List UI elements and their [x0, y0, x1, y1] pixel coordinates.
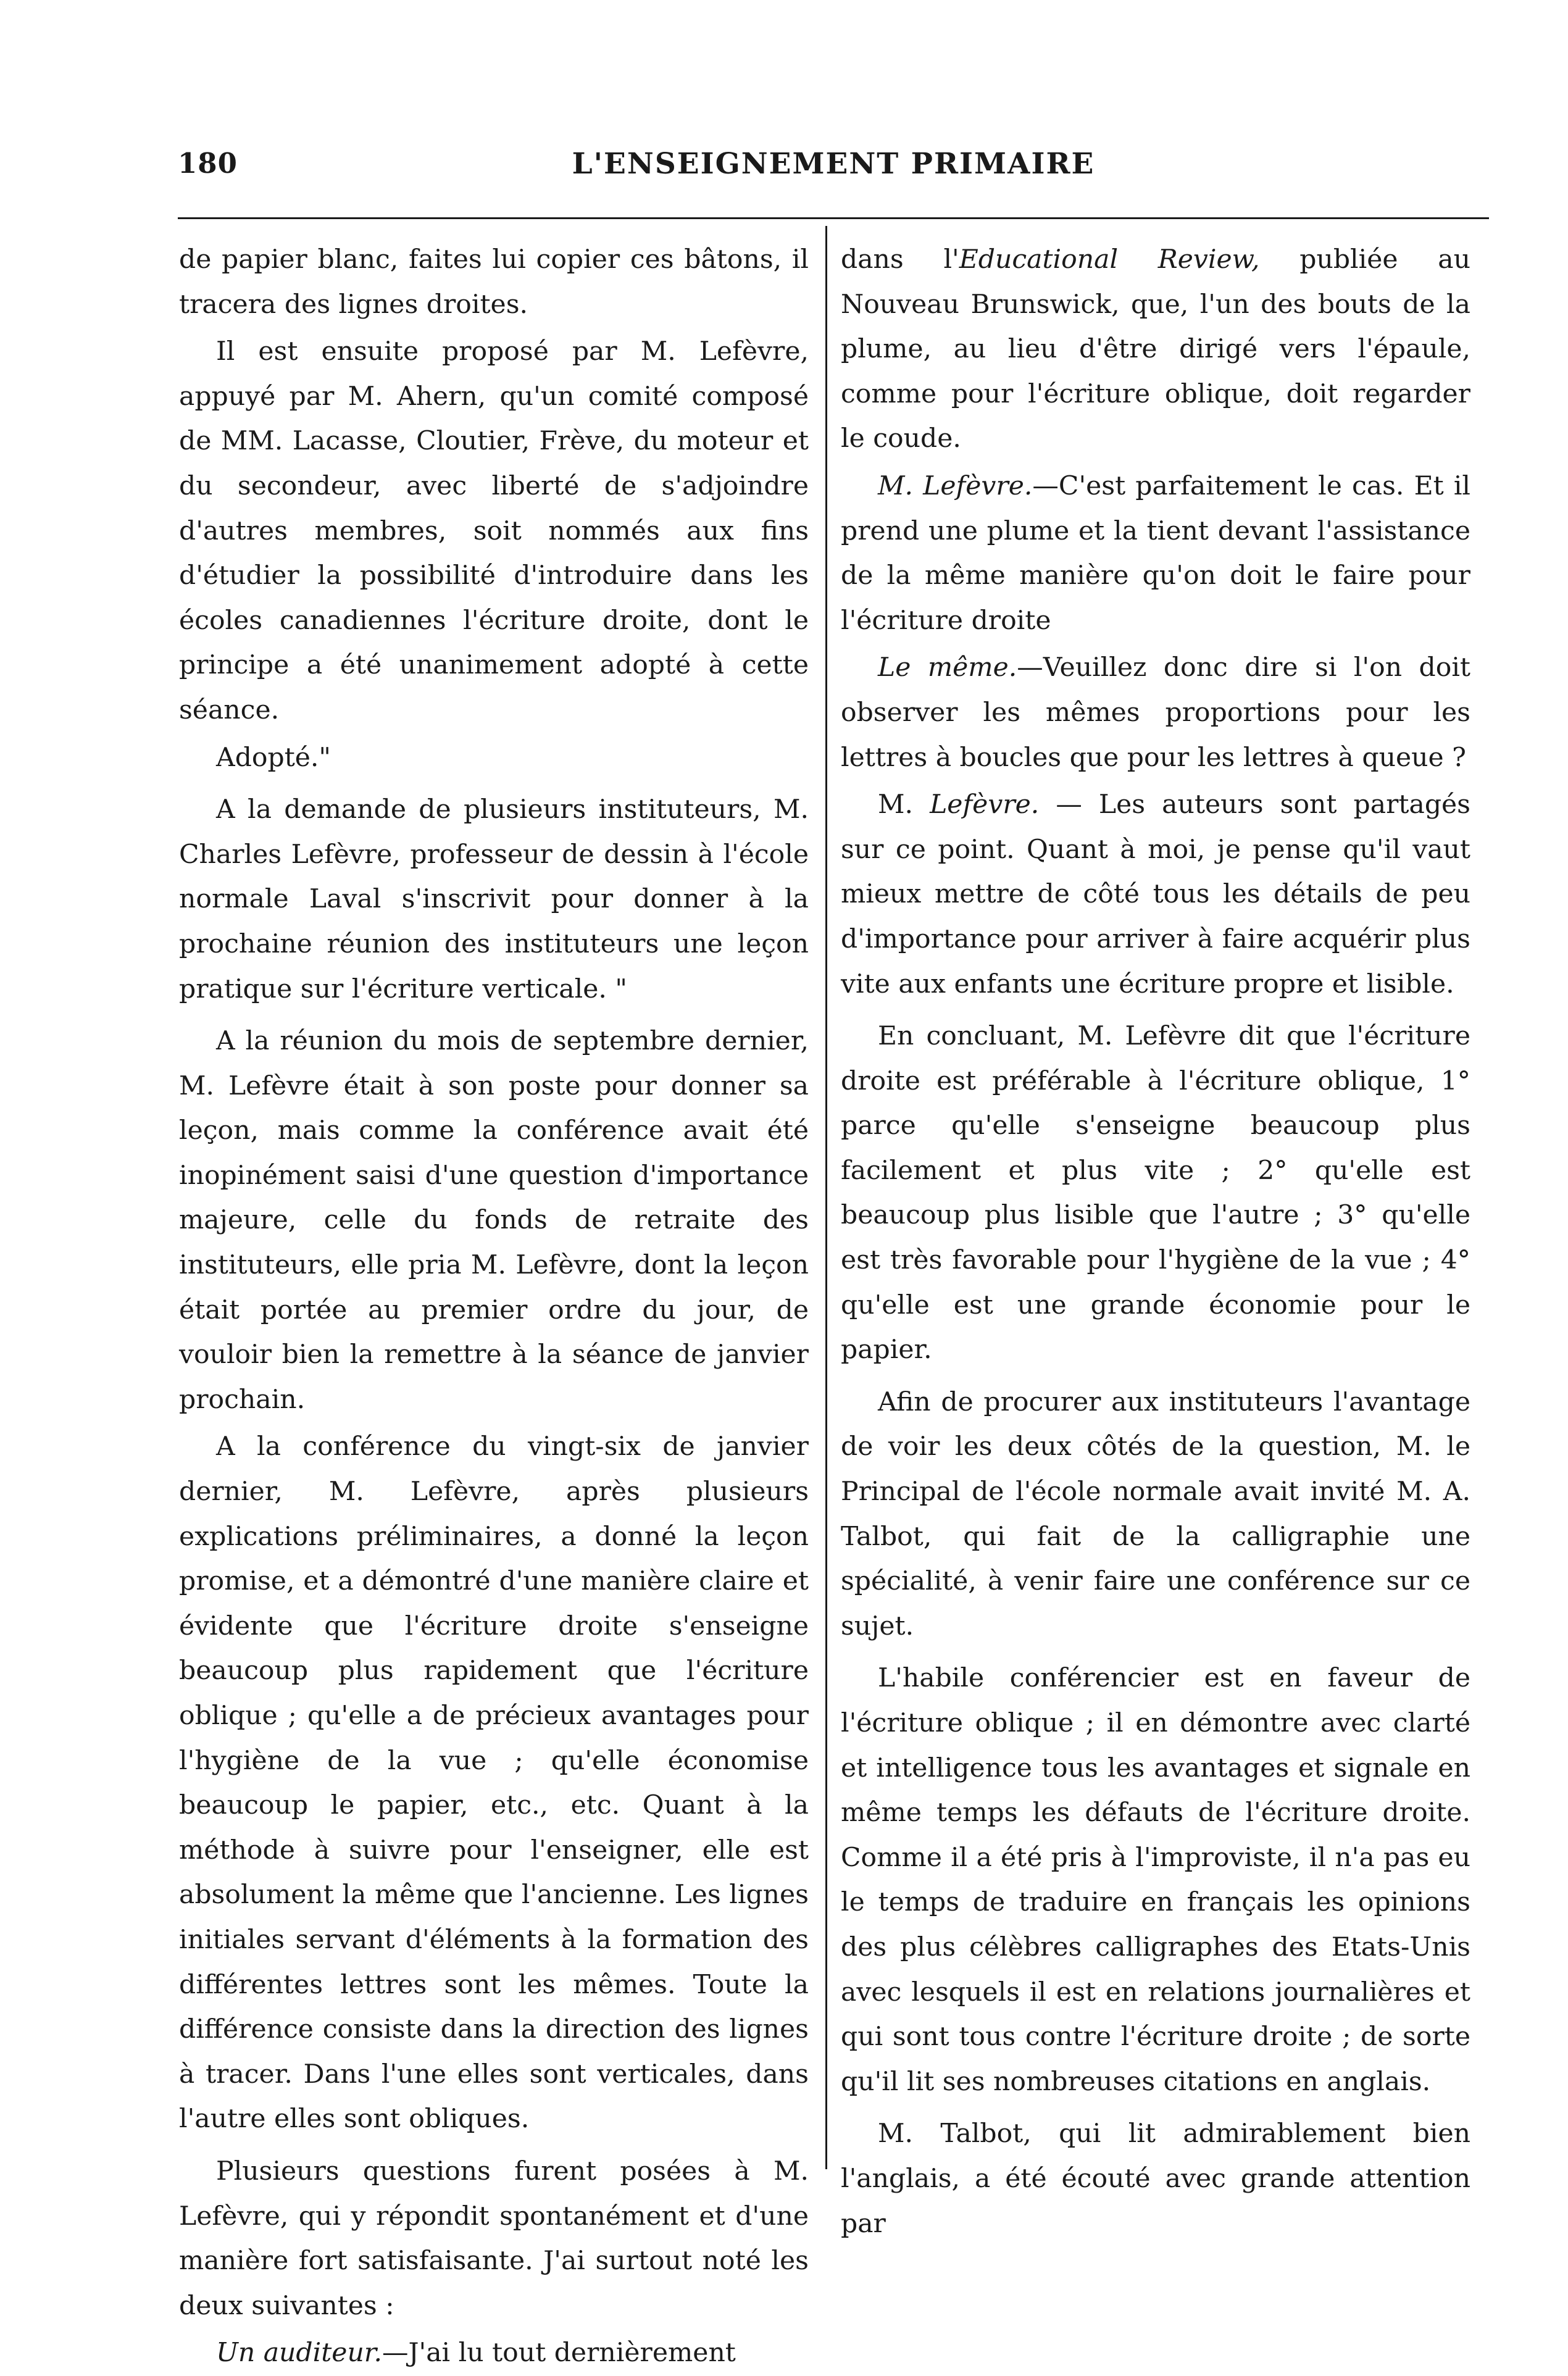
dialogue-paragraph	[841, 464, 1470, 643]
dialogue-text: — Les auteurs sont partagés sur ce point. Quant à moi, je pense qu'il vaut mieux mettre de côté tous les détails de peu d'importance pour arriver à faire acquérir plus vite aux enfants une écriture propre et lisible.	[841, 790, 1470, 999]
paragraph: A la demande de plusieurs instituteurs, M. Charles Lefèvre, professeur de dessin à l'école normale Laval s'inscrivit pour donner à la prochaine réunion des instituteurs une leçon pratique sur l'écriture verticale. "	[179, 794, 809, 1004]
page-number: 180	[178, 147, 238, 180]
dialogue-paragraph	[841, 783, 1470, 1007]
running-title: L'ENSEIGNEMENT PRIMAIRE	[572, 147, 1095, 181]
dialogue-paragraph	[841, 646, 1470, 780]
dialogue-text: —J'ai lu tout dernièrement	[382, 2338, 736, 2369]
page-header	[178, 147, 1489, 190]
paragraph: A la réunion du mois de septembre dernier, M. Lefèvre était à son poste pour donner sa leçon, mais comme la conférence avait été inopinément saisi d'une question d'importance majeure, celle du fonds de retraite des instituteurs, elle pria M. Lefèvre, dont la leçon était portée au premier ordre du jour, de vouloir bien la remettre à la séance de janvier prochain.	[179, 1026, 809, 1415]
journal-title: Educational Review,	[959, 244, 1260, 275]
paragraph-text: dans l'	[841, 244, 959, 275]
dialogue-paragraph	[179, 2331, 809, 2376]
paragraph: Plusieurs questions furent posées à M. Lefèvre, qui y répondit spontanément et d'une manière fort satisfaisante. J'ai surtout noté les deux suivantes :	[179, 2156, 809, 2321]
header-rule	[178, 217, 1489, 219]
paragraph: Afin de procurer aux instituteurs l'avantage de voir les deux côtés de la question, M. le Principal de l'école normale avait invité M. A. Talbot, qui fait de la calligraphie une spécialité, à venir faire une conférence sur ce sujet.	[841, 1386, 1470, 1641]
paragraph: de papier blanc, faites lui copier ces bâtons, il tracera des lignes droites.	[179, 244, 809, 320]
paragraph: L'habile conférencier est en faveur de l'écriture oblique ; il en démontre avec clarté et intelligence tous les avantages et signale en même temps les défauts de l'écriture droite. Comme il a été pris à l'improviste, il n'a pas eu le temps de traduire en français les opinions des plus célèbres calligraphes des Etats-Unis avec lesquels il est en relations journalières et qui sont tous contre l'écriture droite ; de sorte qu'il lit ses nombreuses citations en anglais.	[841, 1663, 1470, 2097]
paragraph: M. Talbot, qui lit admirablement bien l'anglais, a été écouté avec grande attention par	[841, 2119, 1470, 2239]
speaker-name: Lefèvre.	[930, 790, 1040, 820]
speaker-prefix: M.	[878, 790, 930, 820]
speaker-name: Un auditeur.	[216, 2338, 382, 2369]
dialogue-text: —Veuillez donc dire si l'on doit observer les mêmes proportions pour les lettres à boucles que pour les lettres à queue ?	[841, 652, 1470, 773]
paragraph-text: publiée au Nouveau Brunswick, que, l'un des bouts de la plume, au lieu d'être dirigé vers l'épaule, comme pour l'écriture oblique, doit regarder le coude.	[841, 244, 1470, 454]
left-column	[179, 238, 809, 2376]
speaker-name: M. Lefèvre.	[878, 470, 1033, 501]
paragraph: En concluant, M. Lefèvre dit que l'écriture droite est préférable à l'écriture oblique, 1° parce qu'elle s'enseigne beaucoup plus facilement et plus vite ; 2° qu'elle est beaucoup plus lisible que l'autre ; 3° qu'elle est très favorable pour l'hygiène de la vue ; 4° qu'elle est une grande économie pour le papier.	[841, 1021, 1470, 1365]
right-column	[841, 238, 1470, 2246]
paragraph: A la conférence du vingt-six de janvier dernier, M. Lefèvre, après plusieurs explications préliminaires, a donné la leçon promise, et a démontré d'une manière claire et évidente que l'écriture droite s'enseigne beaucoup plus rapidement que l'écriture oblique ; qu'elle a de précieux avantages pour l'hygiène de la vue ; qu'elle économise beaucoup le papier, etc., etc. Quant à la méthode à suivre pour l'enseigner, elle est absolument la même que l'ancienne. Les lignes initiales servant d'éléments à la formation des différentes lettres sont les mêmes. Toute la différence consiste dans la direction des lignes à tracer. Dans l'une elles sont verticales, dans l'autre elles sont obliques.	[179, 1432, 809, 2135]
paragraph: Il est ensuite proposé par M. Lefèvre, appuyé par M. Ahern, qu'un comité composé de MM. Lacasse, Cloutier, Frève, du moteur et du secondeur, avec liberté de s'adjoindre d'autres membres, soit nommés aux fins d'étudier la possibilité d'introduire dans les écoles canadiennes l'écriture droite, dont le principe a été unanimement adopté à cette séance.	[179, 336, 809, 725]
paragraph: Adopté."	[216, 742, 331, 773]
paragraph	[841, 238, 1470, 462]
speaker-name: Le même.	[878, 652, 1017, 683]
column-divider	[825, 226, 827, 2169]
dialogue-text: —C'est parfaitement le cas. Et il prend une plume et la tient devant l'assistance de la même manière qu'on doit le faire pour l'écriture droite	[841, 470, 1471, 636]
